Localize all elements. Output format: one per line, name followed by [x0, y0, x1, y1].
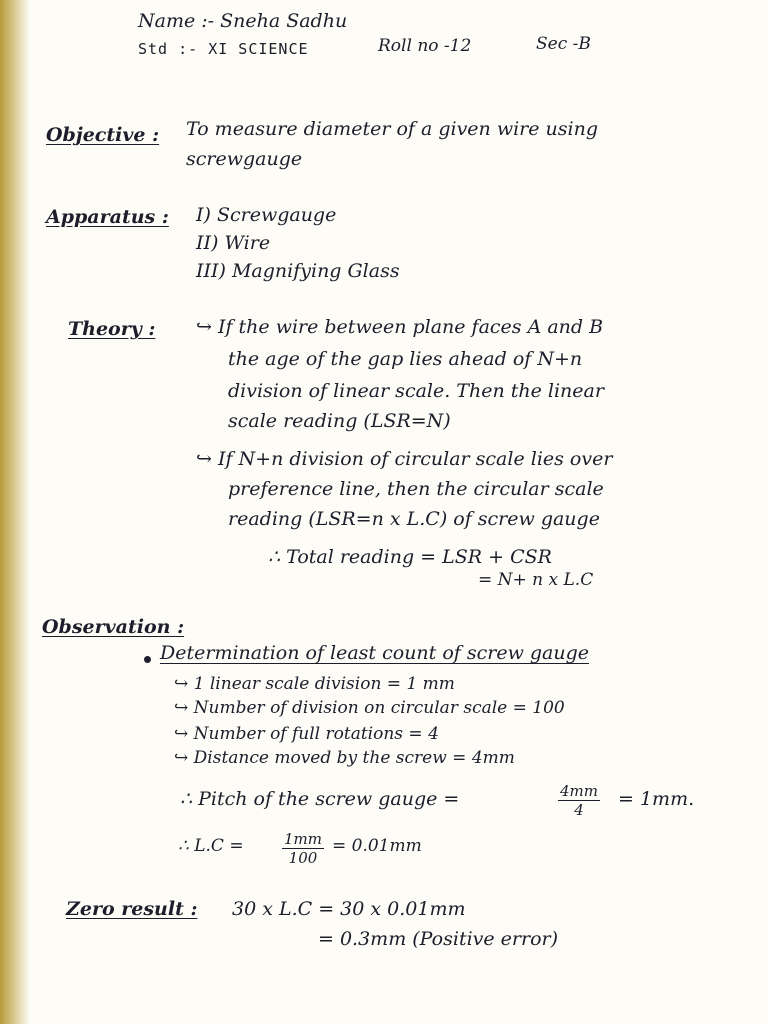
theory-p1-line-1: ↪ If the wire between plane faces A and B	[196, 316, 604, 338]
observation-item-4: ↪ Distance moved by the screw = 4mm	[174, 748, 515, 768]
observation-label: Observation :	[42, 616, 185, 638]
roll-number: Roll no -12	[378, 36, 472, 56]
total-reading-formula: = N+ n x L.C	[478, 570, 594, 590]
theory-p1-line-3: division of linear scale. Then the linear	[228, 380, 604, 402]
observation-item-2: ↪ Number of division on circular scale = 100	[174, 698, 565, 718]
observation-item-1: ↪ 1 linear scale division = 1 mm	[174, 674, 455, 694]
observation-item-3: ↪ Number of full rotations = 4	[174, 724, 439, 744]
lc-numerator: 1mm	[284, 830, 322, 848]
lc-label: ∴ L.C =	[178, 836, 244, 856]
lc-fraction	[282, 830, 324, 867]
student-name: Name :- Sneha Sadhu	[138, 10, 348, 32]
zero-result-line-1: 30 x L.C = 30 x 0.01mm	[232, 898, 466, 920]
pitch-result: = 1mm.	[618, 788, 695, 810]
theory-p2-line-1: ↪ If N+n division of circular scale lies over	[196, 448, 613, 470]
zero-result-line-2: = 0.3mm (Positive error)	[318, 928, 559, 950]
apparatus-item-3: III) Magnifying Glass	[196, 260, 400, 282]
apparatus-item-2: II) Wire	[196, 232, 271, 254]
least-count-heading: Determination of least count of screw gauge	[160, 642, 590, 664]
lc-result: = 0.01mm	[332, 836, 422, 856]
total-reading: ∴ Total reading = LSR + CSR	[268, 546, 552, 568]
objective-label: Objective :	[46, 124, 160, 146]
student-std: Std :- XI SCIENCE	[138, 40, 309, 58]
theory-label: Theory :	[68, 318, 156, 340]
theory-p2-line-3: reading (LSR=n x L.C) of screw gauge	[228, 508, 600, 530]
pitch-numerator: 4mm	[560, 782, 598, 800]
objective-line-2: screwgauge	[186, 148, 303, 170]
pitch-label: ∴ Pitch of the screw gauge =	[180, 788, 460, 810]
bullet-dot	[144, 656, 151, 663]
objective-line-1: To measure diameter of a given wire using	[186, 118, 598, 140]
theory-p1-line-4: scale reading (LSR=N)	[228, 410, 451, 432]
lc-denominator: 100	[288, 849, 318, 867]
theory-p1-line-2: the age of the gap lies ahead of N+n	[228, 348, 583, 370]
section: Sec -B	[536, 34, 591, 54]
apparatus-item-1: I) Screwgauge	[196, 204, 337, 226]
pitch-fraction	[558, 782, 600, 819]
zero-result-label: Zero result :	[66, 898, 198, 920]
theory-p2-line-2: preference line, then the circular scale	[228, 478, 604, 500]
apparatus-label: Apparatus :	[46, 206, 169, 228]
pitch-denominator: 4	[574, 801, 584, 819]
